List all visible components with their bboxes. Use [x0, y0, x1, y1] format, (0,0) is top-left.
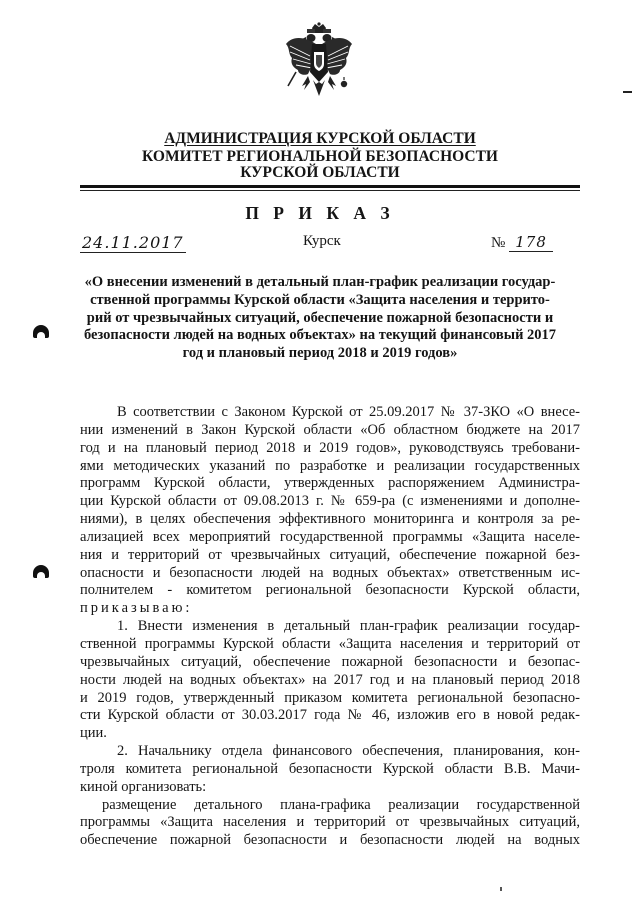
- body-line: чрезвычайных ситуаций, обеспечение пожарной безопасности и безопас-: [80, 653, 580, 670]
- body-line: 1. Внести изменения в детальный план-график реализации государ-: [117, 618, 580, 635]
- body-line: сти Курской области от 30.03.2017 года № 46, изложив его в новой редак-: [80, 707, 580, 724]
- coat-of-arms-emblem: [284, 22, 354, 106]
- order-city: Курск: [303, 233, 341, 249]
- body-line: ния и территорий от чрезвычайных ситуаций, обеспечение пожарной без-: [80, 546, 580, 563]
- body-line: программ Курской области, утвержденных распоряжением Администра-: [80, 475, 580, 492]
- body-line: нии изменений в Закон Курской области «Об областном бюджете на 2017: [80, 421, 580, 438]
- body-line: год и на плановый период 2018 и 2019 годов», руководствуясь требовани-: [80, 439, 580, 456]
- subject-line: рий от чрезвычайных ситуаций, обеспечение пожарной безопасности и: [86, 309, 554, 326]
- body-line: программы «Защита населения и территорий от чрезвычайных ситуаций,: [80, 814, 580, 831]
- body-line: ции Курской области от 09.08.2013 г. № 659-ра (с изменениями и дополне-: [80, 493, 580, 510]
- scan-speck: [500, 887, 502, 891]
- order-number-label: №: [491, 235, 506, 251]
- body-line: полнителем - комитетом региональной безопасности Курской области,: [80, 582, 580, 599]
- body-line: и 2019 годов, утвержденный приказом комитета региональной безопасно-: [80, 689, 580, 706]
- subject-line: год и плановый период 2018 и 2019 годов»: [182, 345, 458, 362]
- order-number-block: [491, 233, 553, 252]
- body-line-orders: приказываю:: [80, 600, 193, 617]
- body-line: размещение детального плана-графика реализации государственной: [102, 796, 580, 813]
- punch-hole-mark-bottom: [33, 565, 49, 578]
- subject-line: «О внесении изменений в детальный план-график реализации государ-: [84, 274, 556, 290]
- subject-line: ственной программы Курской области «Защита населения и террито-: [90, 291, 550, 308]
- body-line: ализацией всех мероприятий государственной программы «Защита населе-: [80, 528, 580, 545]
- edge-tick-mark: [623, 91, 632, 93]
- order-title: П Р И К А З: [245, 203, 395, 223]
- subject-line: безопасности людей на водных объектах» на текущий финансовый 2017: [83, 327, 557, 344]
- body-line: В соответствии с Законом Курской от 25.09.2017 № 37-ЗКО «О внесе-: [117, 404, 580, 420]
- header-rule-thin: [80, 190, 580, 191]
- order-subject: [0, 274, 640, 363]
- order-date: 24.11.2017: [82, 233, 184, 252]
- body-line: троля комитета региональной безопасности Курской области В.В. Мачи-: [80, 760, 580, 777]
- header-committee: КОМИТЕТ РЕГИОНАЛЬНОЙ БЕЗОПАСНОСТИ: [142, 148, 498, 165]
- body-line: обеспечение пожарной безопасности и безопасности людей на водных: [80, 832, 580, 849]
- header-administration: АДМИНИСТРАЦИЯ КУРСКОЙ ОБЛАСТИ: [164, 130, 476, 147]
- header-region: КУРСКОЙ ОБЛАСТИ: [240, 164, 400, 181]
- body-line: ниями), в целях обеспечения эффективного мониторинга и контроля за ре-: [80, 511, 580, 528]
- body-line: ственной программы Курской области «Защита населения и территорий от: [80, 635, 580, 652]
- body-line: опасности и безопасности людей на водных объектах» ответственным ис-: [80, 564, 580, 581]
- body-line: ями методических указаний по разработке и реализации государственных: [80, 457, 580, 474]
- body-line: ции.: [80, 725, 107, 742]
- header-rule-thick: [80, 185, 580, 188]
- order-number: 178: [509, 233, 553, 252]
- order-body: [80, 404, 580, 850]
- body-line: киной организовать:: [80, 778, 207, 795]
- body-line: 2. Начальнику отдела финансового обеспечения, планирования, кон-: [117, 743, 580, 760]
- body-line: ности людей на водных объектах» на 2017 год и на плановый период 2018: [80, 671, 580, 688]
